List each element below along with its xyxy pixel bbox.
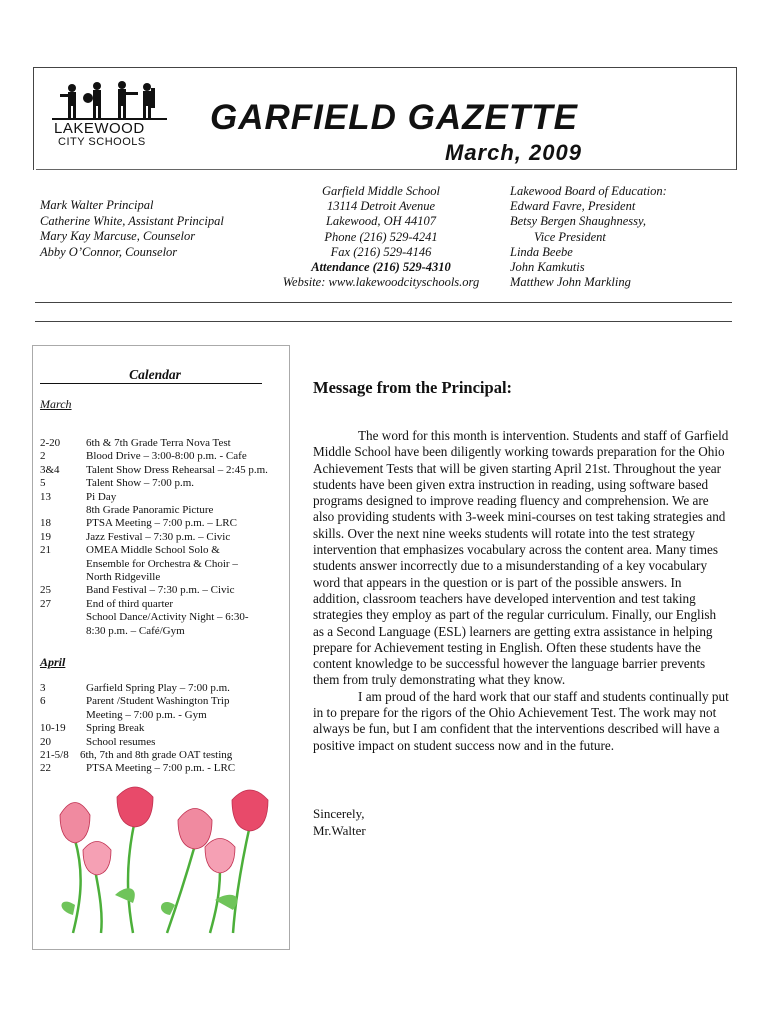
message-paragraph: I am proud of the hard work that our staff and students continually put in to prepare for the rigors of the Ohio Achievement Test. The work may not always be fun, but I am confident that the interventions described will have a positive impact on student success now and in the future. [313, 688, 729, 753]
event-date: 6 [40, 695, 46, 708]
signature: Mr.Walter [313, 822, 366, 838]
event-desc: Blood Drive – 3:00-8:00 p.m. - Cafe [86, 450, 247, 463]
event-date [40, 504, 86, 517]
event-desc: Spring Break [86, 722, 145, 735]
event-date: 3 [40, 682, 46, 694]
event-desc: Band Festival – 7:30 p.m. – Civic [86, 584, 235, 597]
staff-item: Catherine White, Assistant Principal [40, 213, 224, 228]
board-member: John Kamkutis [510, 260, 585, 275]
message-body [313, 428, 730, 754]
staff-item: Mark Walter Principal [40, 198, 154, 212]
list-item [40, 437, 281, 450]
event-desc: PTSA Meeting – 7:00 p.m. – LRC [86, 517, 237, 530]
divider-rule [35, 302, 732, 303]
event-desc: Talent Show – 7:00 p.m. [86, 477, 195, 490]
event-date: 10-19 [40, 722, 66, 735]
message-paragraph: The word for this month is intervention. Students and staff of Garfield Middle School have been diligently working towards preparation for the Ohio Achievement Tests that will be given starting April 21st. Throughout the year students have been given extra instruction in reading, using software based programs designed to improve reading fluency and comprehension. We are also providing students with 3-week mini-courses on test taking strategies and skills. Over the next nine weeks students will rotate into the test strategy intervention that emphasizes vocabulary across the content area. Many times students answer incorrectly due to a misunderstanding of a key vocabulary word that appears in the question or is part of the possible answers. In addition, classroom teachers have developed intervention and test taking strategies they employ as part of the regular curriculum. Finally, our English as a Second Language (ESL) learners are getting extra assistance in helping prepare for Achievement testing in English. Often these students have the content knowledge to be successful however the language barrier prevents them from truly demonstrating what they know. [313, 428, 729, 688]
event-date: 2 [40, 450, 46, 463]
list-item [40, 464, 281, 477]
event-date: 13 [40, 490, 51, 503]
list-item [40, 504, 281, 517]
april-events [40, 682, 281, 776]
event-date: 27 [40, 597, 51, 610]
list-item [40, 531, 281, 544]
event-desc: 8th Grade Panoramic Picture [86, 504, 214, 517]
list-item [40, 450, 281, 463]
march-events [40, 437, 281, 638]
list-item [40, 762, 281, 775]
list-item [40, 491, 281, 504]
board-member-role: Vice President [534, 229, 606, 244]
board-of-education [510, 184, 667, 290]
school-phone: Phone (216) 529-4241 [324, 229, 438, 244]
event-date: 25 [40, 584, 51, 597]
tulips-illustration [55, 785, 275, 935]
event-desc: 6th & 7th Grade Terra Nova Test [86, 437, 231, 449]
school-fax: Fax (216) 529-4146 [330, 244, 432, 259]
event-desc: School Dance/Activity Night – 6:30-8:30 p.m. – Café/Gym [86, 611, 249, 637]
list-item [40, 611, 281, 638]
event-date: 5 [40, 477, 46, 490]
event-date: 19 [40, 530, 51, 543]
event-desc: Garfield Spring Play – 7:00 p.m. [86, 682, 230, 694]
staff-list [40, 198, 224, 260]
list-item [40, 722, 281, 735]
list-item [40, 598, 281, 611]
musicians-icon [52, 80, 172, 122]
event-date: 22 [40, 762, 51, 775]
school-city: Lakewood, OH 44107 [325, 214, 437, 229]
school-attendance: Attendance (216) 529-4310 [311, 260, 451, 275]
event-date: 21-5/8 [40, 749, 69, 762]
board-member: Edward Favre, President [510, 199, 636, 214]
staff-item: Mary Kay Marcuse, Counselor [40, 229, 196, 243]
list-item [40, 682, 281, 695]
event-desc: PTSA Meeting – 7:00 p.m. - LRC [86, 762, 236, 775]
event-desc: OMEA Middle School Solo & Ensemble for Orchestra & Choir – North Ridgeville [86, 544, 238, 584]
school-contact [275, 184, 487, 290]
event-desc: Parent /Student Washington Trip Meeting – 7:00 p.m. - Gym [86, 695, 230, 721]
newsletter-title: GARFIELD GAZETTE [210, 98, 578, 137]
event-date: 20 [40, 735, 51, 748]
event-desc: Jazz Festival – 7:30 p.m. – Civic [86, 530, 231, 543]
month-march: March [40, 397, 72, 411]
board-member: Linda Beebe [510, 244, 573, 259]
logo-line1: LAKEWOOD [54, 120, 145, 137]
list-item [40, 477, 281, 490]
issue-date: March, 2009 [445, 140, 582, 165]
calendar-title: Calendar [40, 367, 262, 384]
board-member: Matthew John Markling [510, 275, 631, 290]
school-name: Garfield Middle School [321, 184, 441, 198]
event-desc: 6th, 7th and 8th grade OAT testing [80, 749, 233, 762]
list-item [40, 736, 281, 749]
event-desc: Pi Day [86, 490, 117, 503]
board-heading: Lakewood Board of Education: [510, 184, 667, 198]
event-desc: End of third quarter [86, 597, 174, 610]
logo-line2: CITY SCHOOLS [58, 136, 146, 148]
event-date: 21 [40, 544, 51, 557]
message-heading: Message from the Principal: [313, 378, 513, 397]
signature-block [313, 806, 366, 839]
school-street: 13114 Detroit Avenue [326, 199, 436, 214]
event-desc: Talent Show Dress Rehearsal – 2:45 p.m. [86, 463, 268, 476]
header-rule [36, 169, 736, 170]
divider-rule [35, 321, 732, 322]
event-date: 3&4 [40, 463, 60, 476]
board-member: Betsy Bergen Shaughnessy, [510, 214, 646, 229]
event-date: 18 [40, 517, 51, 530]
closing: Sincerely, [313, 806, 365, 821]
list-item [40, 517, 281, 530]
list-item [40, 544, 281, 584]
list-item [40, 695, 281, 722]
list-item [40, 749, 281, 762]
school-website[interactable]: Website: www.lakewoodcityschools.org [282, 275, 480, 290]
event-date [40, 611, 86, 638]
staff-item: Abby O’Connor, Counselor [40, 244, 178, 259]
event-desc: School resumes [86, 735, 156, 748]
month-april: April [40, 655, 66, 669]
event-date: 2-20 [40, 437, 61, 449]
list-item [40, 584, 281, 597]
lakewood-logo [52, 80, 172, 152]
